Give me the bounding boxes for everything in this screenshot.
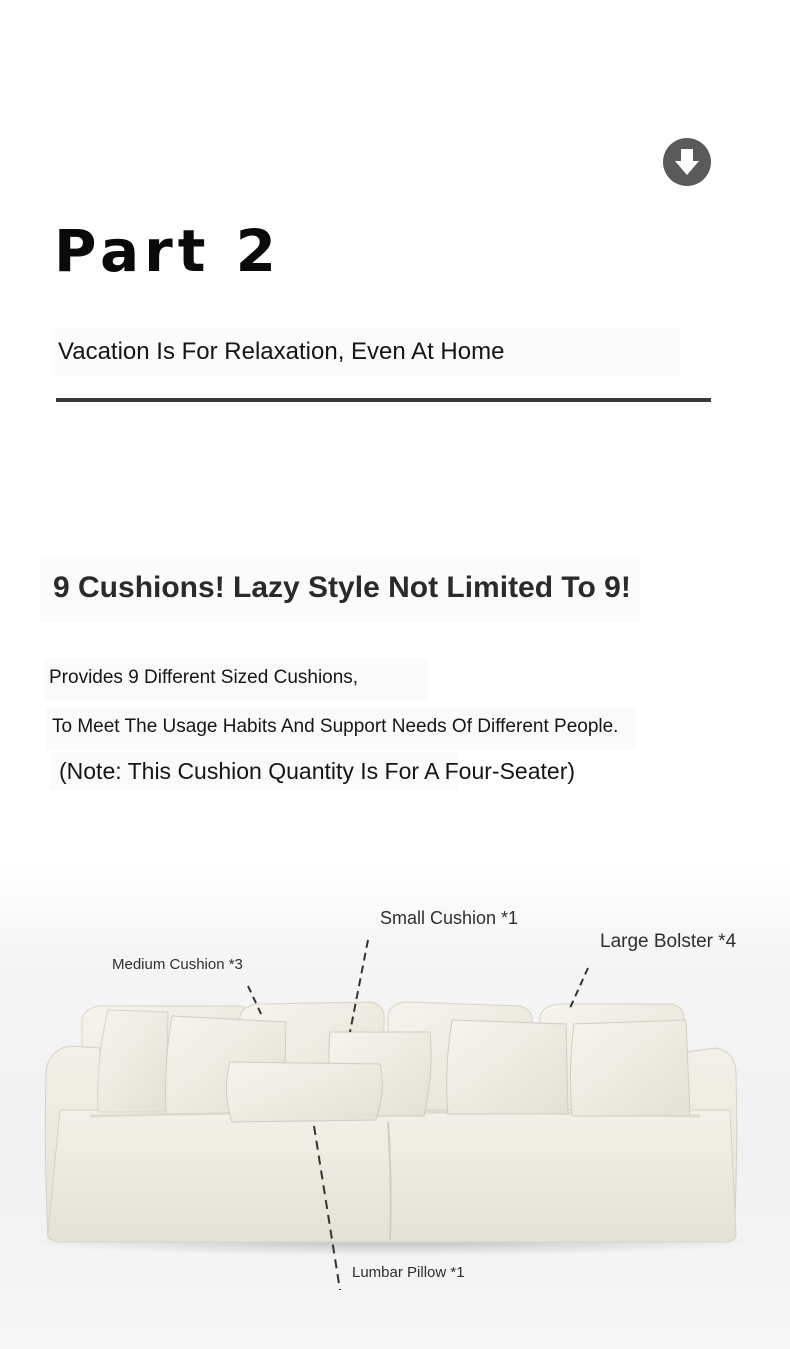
arrow-down-icon: [674, 147, 700, 177]
section-divider: [56, 398, 711, 402]
feature-note: (Note: This Cushion Quantity Is For A Four-Seater): [59, 758, 576, 784]
callout-large-bolster: Large Bolster *4: [600, 931, 737, 952]
callout-small-cushion: Small Cushion *1: [380, 908, 519, 928]
section-subtitle: Vacation Is For Relaxation, Even At Home: [58, 338, 505, 365]
feature-description-line-1: Provides 9 Different Sized Cushions,: [49, 667, 359, 688]
feature-headline: 9 Cushions! Lazy Style Not Limited To 9!: [53, 571, 631, 604]
callout-lumbar-pillow: Lumbar Pillow *1: [352, 1264, 465, 1281]
download-button[interactable]: [663, 138, 711, 186]
callout-medium-cushion: Medium Cushion *3: [112, 956, 243, 973]
callout-line-bolster: [570, 968, 588, 1008]
feature-description-line-2: To Meet The Usage Habits And Support Needs Of Different People.: [52, 716, 619, 737]
part-title: Part 2: [54, 217, 281, 285]
product-image: [0, 860, 790, 1349]
